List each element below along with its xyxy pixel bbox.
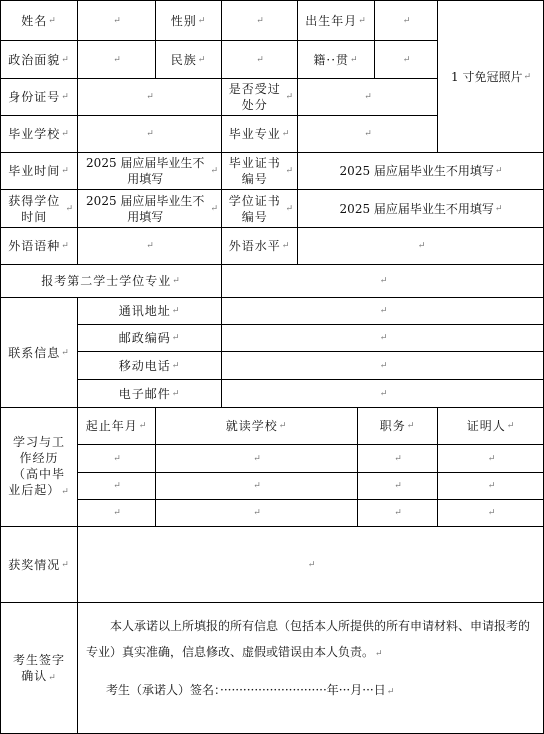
id-field[interactable]: ↵ bbox=[77, 78, 221, 115]
politics-field[interactable]: ↵ bbox=[77, 40, 155, 78]
signature-line[interactable]: 考生（承诺人）签名：····························年···月···日↵ bbox=[106, 683, 395, 697]
gender-label: 性别 ↵ bbox=[155, 0, 221, 40]
history-witness-header: 证明人 ↵ bbox=[437, 407, 544, 444]
pledge-text: 本人承诺以上所填报的所有信息（包括本人所提供的所有申请材料、申请报考的专业）真实准确，信息修改、虚假或错误由本人负责。↵ bbox=[86, 619, 531, 659]
history-row1-period[interactable]: ↵ bbox=[77, 444, 155, 472]
second-major-label: 报考第二学士学位专业 ↵ bbox=[0, 264, 221, 297]
school-label: 毕业学校 ↵ bbox=[0, 115, 77, 152]
history-row3-school[interactable]: ↵ bbox=[155, 499, 357, 526]
address-field[interactable]: ↵ bbox=[221, 297, 544, 324]
history-row2-witness[interactable]: ↵ bbox=[437, 472, 544, 499]
id-label: 身份证号 ↵ bbox=[0, 78, 77, 115]
email-field[interactable]: ↵ bbox=[221, 379, 544, 407]
awards-label: 获奖情况 ↵ bbox=[0, 526, 77, 602]
birth-label: 出生年月 ↵ bbox=[297, 0, 374, 40]
degree-time-field[interactable]: 2025 届应届毕业生不用填写 ↵ bbox=[77, 189, 221, 227]
history-school-header: 就读学校 ↵ bbox=[155, 407, 357, 444]
history-row2-school[interactable]: ↵ bbox=[155, 472, 357, 499]
history-period-header: 起止年月 ↵ bbox=[77, 407, 155, 444]
birth-field[interactable]: ↵ bbox=[374, 0, 437, 40]
sign-label: 考生签字确认↵ bbox=[0, 602, 77, 734]
name-field[interactable]: ↵ bbox=[77, 0, 155, 40]
photo-box[interactable]: 1 寸免冠照片 ↵ bbox=[437, 0, 544, 152]
mobile-label: 移动电话 ↵ bbox=[77, 351, 221, 379]
grad-time-field[interactable]: 2025 届应届毕业生不用填写 ↵ bbox=[77, 152, 221, 189]
history-row2-position[interactable]: ↵ bbox=[357, 472, 437, 499]
history-row2-period[interactable]: ↵ bbox=[77, 472, 155, 499]
history-row1-position[interactable]: ↵ bbox=[357, 444, 437, 472]
second-major-field[interactable]: ↵ bbox=[221, 264, 544, 297]
awards-field[interactable]: ↵ bbox=[77, 526, 544, 602]
school-field[interactable]: ↵ bbox=[77, 115, 221, 152]
address-label: 通讯地址 ↵ bbox=[77, 297, 221, 324]
native-label: 籍··贯 ↵ bbox=[297, 40, 374, 78]
punished-label: 是否受过处分 ↵ bbox=[221, 78, 297, 115]
history-row1-school[interactable]: ↵ bbox=[155, 444, 357, 472]
lang-level-label: 外语水平 ↵ bbox=[221, 227, 297, 264]
history-row3-position[interactable]: ↵ bbox=[357, 499, 437, 526]
history-row3-witness[interactable]: ↵ bbox=[437, 499, 544, 526]
degree-cert-label: 学位证书编号 ↵ bbox=[221, 189, 297, 227]
contact-label: 联系信息 ↵ bbox=[0, 297, 77, 407]
email-label: 电子邮件 ↵ bbox=[77, 379, 221, 407]
pledge-area bbox=[77, 602, 544, 734]
lang-label: 外语语种 ↵ bbox=[0, 227, 77, 264]
grad-time-label: 毕业时间 ↵ bbox=[0, 152, 77, 189]
politics-label: 政治面貌 ↵ bbox=[0, 40, 77, 78]
history-label: 学习与工作经历（高中毕业后起）↵ bbox=[0, 407, 77, 526]
name-label: 姓名 ↵ bbox=[0, 0, 77, 40]
grad-cert-label: 毕业证书编号 ↵ bbox=[221, 152, 297, 189]
lang-level-field[interactable]: ↵ bbox=[297, 227, 544, 264]
degree-time-label: 获得学位时间 ↵ bbox=[0, 189, 77, 227]
punished-field[interactable]: ↵ bbox=[297, 78, 437, 115]
gender-field[interactable]: ↵ bbox=[221, 0, 297, 40]
grad-cert-field[interactable]: 2025 届应届毕业生不用填写 ↵ bbox=[297, 152, 544, 189]
postcode-field[interactable]: ↵ bbox=[221, 324, 544, 351]
lang-field[interactable]: ↵ bbox=[77, 227, 221, 264]
history-row3-period[interactable]: ↵ bbox=[77, 499, 155, 526]
mobile-field[interactable]: ↵ bbox=[221, 351, 544, 379]
ethnicity-label: 民族 ↵ bbox=[155, 40, 221, 78]
postcode-label: 邮政编码 ↵ bbox=[77, 324, 221, 351]
degree-cert-field[interactable]: 2025 届应届毕业生不用填写 ↵ bbox=[297, 189, 544, 227]
history-row1-witness[interactable]: ↵ bbox=[437, 444, 544, 472]
ethnicity-field[interactable]: ↵ bbox=[221, 40, 297, 78]
major-label: 毕业专业 ↵ bbox=[221, 115, 297, 152]
major-field[interactable]: ↵ bbox=[297, 115, 437, 152]
native-field[interactable]: ↵ bbox=[374, 40, 437, 78]
history-position-header: 职务 ↵ bbox=[357, 407, 437, 444]
